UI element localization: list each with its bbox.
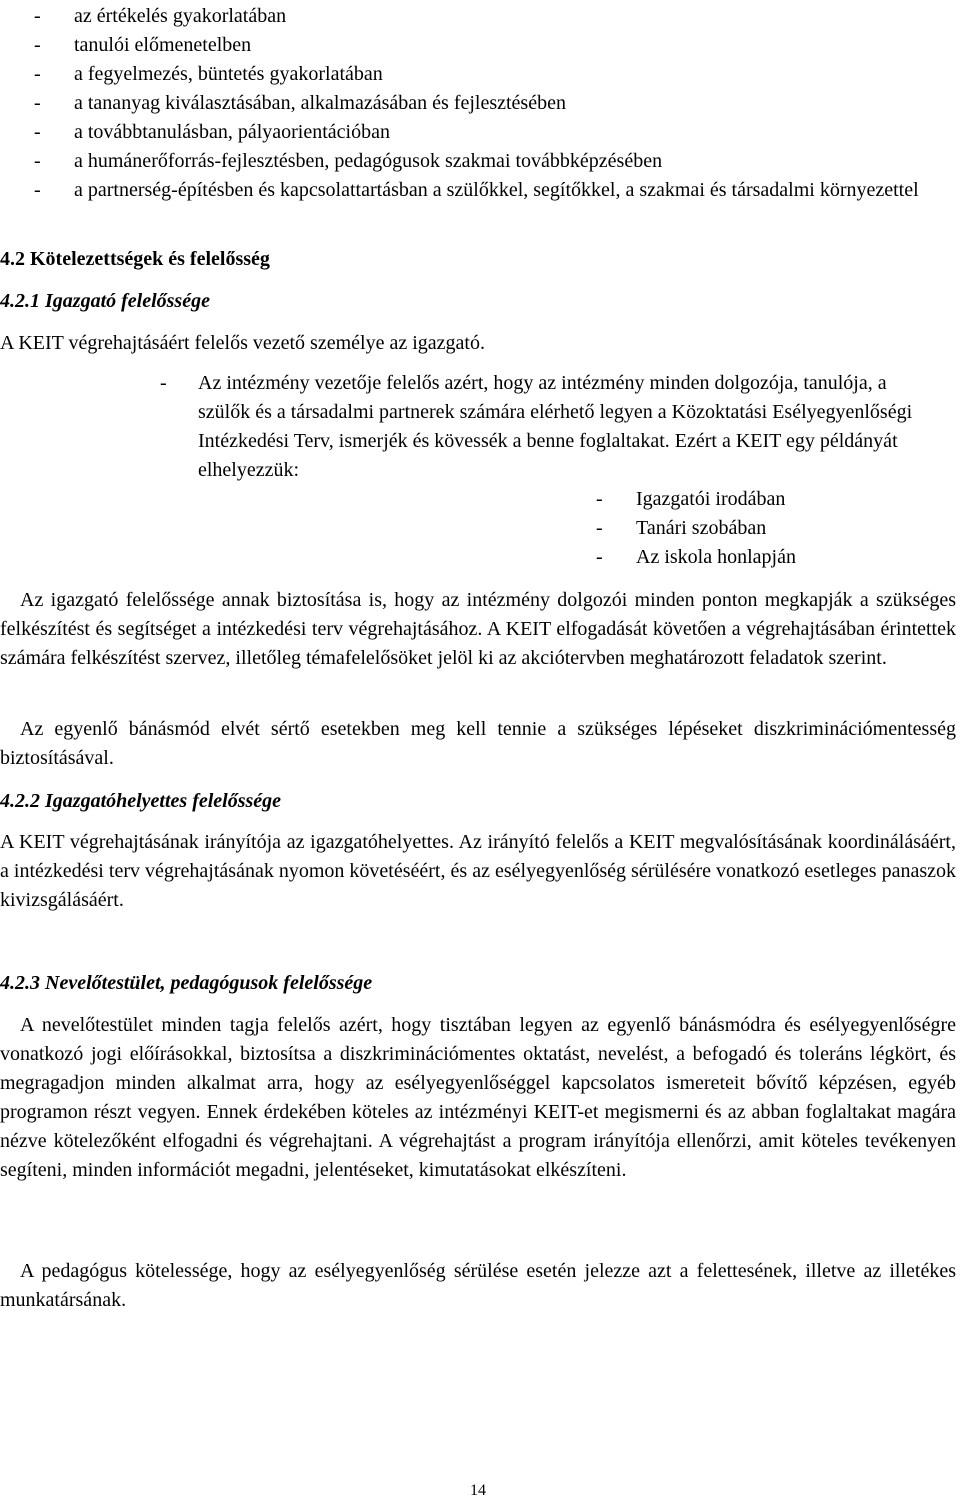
section-heading-4-2: 4.2 Kötelezettségek és felelősség	[0, 248, 270, 270]
paragraph: Az egyenlő bánásmód elvét sértő esetekben meg kell tennie a szükséges lépéseket diszkriminációmentesség biztosításával.	[0, 718, 956, 769]
section-heading-4-2-1: 4.2.1 Igazgató felelőssége	[0, 290, 210, 312]
dash-marker: -	[160, 372, 167, 394]
list-item: - tanulói előmenetelben	[34, 31, 956, 60]
dash-list-item	[160, 369, 938, 485]
paragraph: A KEIT végrehajtásának irányítója az igazgatóhelyettes. Az irányító felelős a KEIT megvalósításának koordinálásáért, a intézkedési terv végrehajtásának nyomon követéséért, és az esélyegyenlőség sérülésére vonatkozó esetleges panaszok kivizsgálásáért.	[0, 831, 956, 911]
dash-item-text: Az intézmény vezetője felelős azért, hogy az intézmény minden dolgozója, tanulója, a szülők és a társadalmi partnerek számára elérhető legyen a Közoktatási Esélyegyenlőségi Intézkedési Terv, ismerjék és kövessék a benne foglaltakat. Ezért a KEIT egy példányát elhelyezzük:	[198, 372, 913, 481]
list-item: - az értékelés gyakorlatában	[34, 2, 956, 31]
list-item: - a partnerség-építésben és kapcsolattartásban a szülőkkel, segítőkkel, a szakmai és társadalmi környezettel	[34, 176, 956, 205]
section-heading-4-2-3: 4.2.3 Nevelőtestület, pedagógusok felelőssége	[0, 972, 373, 994]
paragraph: A nevelőtestület minden tagja felelős azért, hogy tisztában legyen az egyenlő bánásmódra és esélyegyenlőségre vonatkozó jogi előírásokkal, biztosítsa a diszkriminációmentes oktatást, nevelést, a befogadó és toleráns légkört, és megragadjon minden alkalmat arra, hogy az esélyegyenlőséggel kapcsolatos ismereteit bővítő képzésen, egyéb programon részt vegyen. Ennek érdekében köteles az intézményi KEIT-et megismerni és az abban foglaltakat magára nézve kötelezőként elfogadni és végrehajtani. A végrehajtást a program irányítója ellenőrzi, amit köteles tevékenyen segíteni, minden információt megadni, jelentéseket, kimutatásokat elkészíteni.	[0, 1014, 956, 1181]
paragraph: A pedagógus kötelessége, hogy az esélyegyenlőség sérülése esetén jelezze azt a felettesének, illetve az illetékes munkatársának.	[0, 1260, 956, 1311]
location-list	[596, 485, 796, 572]
page-number: 14	[470, 1482, 486, 1499]
list-item: - a humánerőforrás-fejlesztésben, pedagógusok szakmai továbbképzésében	[34, 147, 956, 176]
list-item: - Tanári szobában	[596, 514, 796, 543]
list-item: - Az iskola honlapján	[596, 543, 796, 572]
section-heading-4-2-2: 4.2.2 Igazgatóhelyettes felelőssége	[0, 790, 282, 812]
paragraph: Az igazgató felelőssége annak biztosítása is, hogy az intézmény dolgozói minden ponton megkapják a szükséges felkészítést és segítséget a intézkedési terv végrehajtásához. A KEIT elfogadását követően a végrehajtásában érintettek számára felkészítést szervez, illetőleg témafelelősöket jelöl ki az akciótervben meghatározott feladatok szerint.	[0, 589, 956, 669]
list-item: - Igazgatói irodában	[596, 485, 796, 514]
intro-bullet-list	[34, 2, 956, 205]
list-item: - a fegyelmezés, büntetés gyakorlatában	[34, 60, 956, 89]
lead-paragraph: A KEIT végrehajtásáért felelős vezető személye az igazgató.	[0, 332, 485, 354]
list-item: - a tananyag kiválasztásában, alkalmazásában és fejlesztésében	[34, 89, 956, 118]
list-item: - a továbbtanulásban, pályaorientációban	[34, 118, 956, 147]
